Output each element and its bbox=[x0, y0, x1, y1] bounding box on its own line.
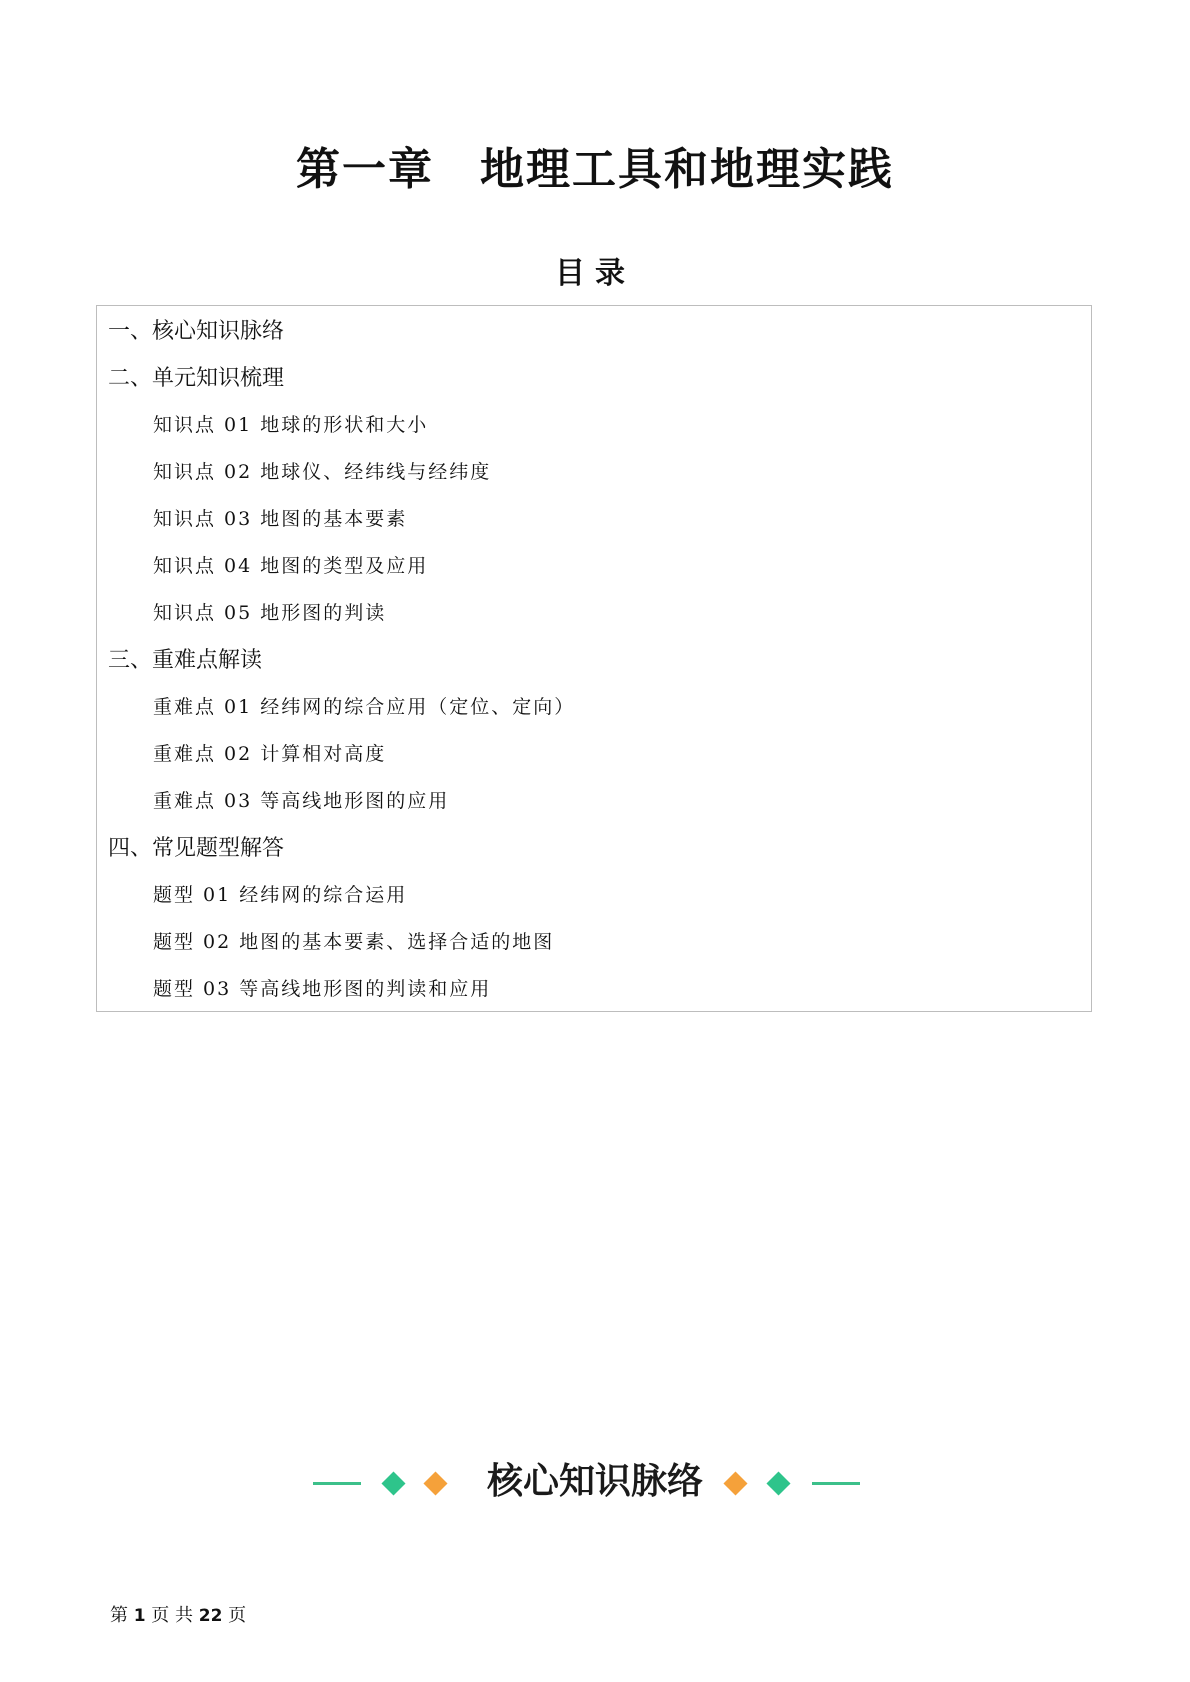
footer-suffix: 页 bbox=[222, 1605, 247, 1626]
toc-subsection-entry[interactable]: 重难点 02 计算相对高度 bbox=[153, 743, 387, 765]
footer-current-page: 1 bbox=[133, 1606, 146, 1626]
toc-section-entry[interactable]: 三、重难点解读 bbox=[108, 648, 263, 673]
banner-line-right bbox=[812, 1482, 860, 1485]
toc-subsection-entry[interactable]: 题型 01 经纬网的综合运用 bbox=[153, 884, 408, 906]
toc-heading: 目录 bbox=[555, 256, 635, 291]
toc-subsection-entry[interactable]: 知识点 01 地球的形状和大小 bbox=[153, 414, 429, 436]
toc-section-entry[interactable]: 二、单元知识梳理 bbox=[108, 366, 285, 391]
toc-section-entry[interactable]: 一、核心知识脉络 bbox=[108, 319, 285, 344]
toc-subsection-entry[interactable]: 知识点 04 地图的类型及应用 bbox=[153, 555, 429, 577]
toc-subsection-entry[interactable]: 知识点 02 地球仪、经纬线与经纬度 bbox=[153, 461, 492, 483]
toc-subsection-entry[interactable]: 重难点 03 等高线地形图的应用 bbox=[153, 790, 450, 812]
footer-total-pages: 22 bbox=[198, 1606, 223, 1626]
chapter-title: 第一章 地理工具和地理实践 bbox=[296, 144, 894, 195]
toc-subsection-entry[interactable]: 重难点 01 经纬网的综合应用（定位、定向） bbox=[153, 696, 576, 718]
toc-subsection-entry[interactable]: 知识点 05 地形图的判读 bbox=[153, 602, 387, 624]
footer-prefix: 第 bbox=[110, 1605, 134, 1626]
toc-subsection-entry[interactable]: 题型 02 地图的基本要素、选择合适的地图 bbox=[153, 931, 555, 953]
orange-diamond-icon bbox=[423, 1471, 447, 1495]
toc-box bbox=[96, 305, 1092, 1012]
toc-subsection-entry[interactable]: 题型 03 等高线地形图的判读和应用 bbox=[153, 978, 492, 1000]
banner-line-left bbox=[313, 1482, 361, 1485]
banner-title: 核心知识脉络 bbox=[486, 1461, 703, 1502]
page-footer bbox=[110, 1604, 246, 1628]
green-diamond-icon bbox=[766, 1471, 790, 1495]
footer-middle: 页 共 bbox=[145, 1605, 199, 1626]
section-banner bbox=[0, 1455, 1190, 1511]
toc-subsection-entry[interactable]: 知识点 03 地图的基本要素 bbox=[153, 508, 408, 530]
toc-section-entry[interactable]: 四、常见题型解答 bbox=[108, 836, 285, 861]
green-diamond-icon bbox=[381, 1471, 405, 1495]
